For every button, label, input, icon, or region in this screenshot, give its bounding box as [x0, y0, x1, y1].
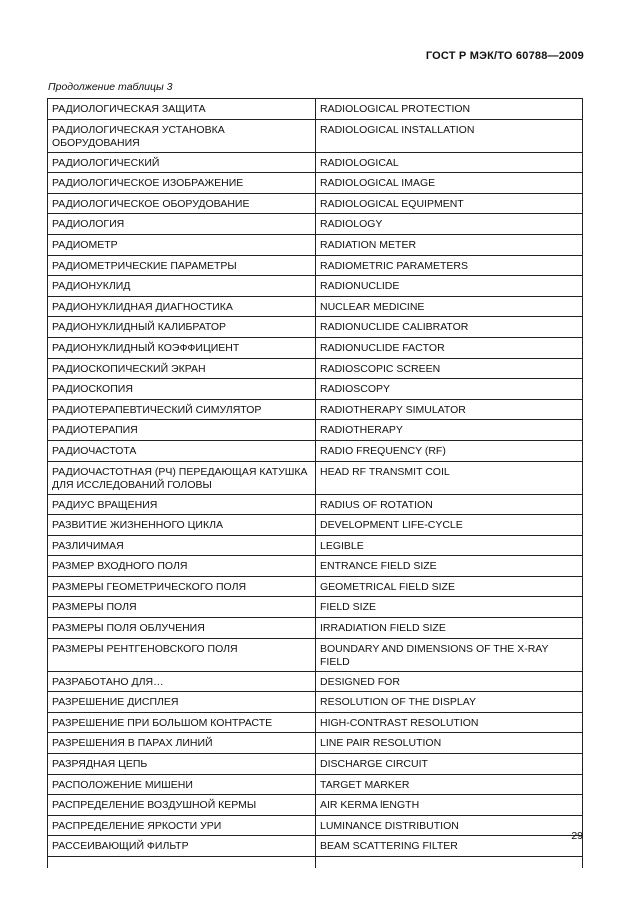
page-number: 29	[571, 830, 583, 842]
term-english: FIELD SIZE	[316, 597, 583, 618]
table-row	[48, 296, 583, 317]
term-russian: РАДИОСКОПИЧЕСКИЙ ЭКРАН	[48, 358, 316, 379]
term-english: RESOLUTION OF THE DISPLAY	[316, 692, 583, 713]
term-english: BEAM SCATTERING FILTER	[316, 836, 583, 857]
term-english: IRRADIATION FIELD SIZE	[316, 618, 583, 639]
term-russian: РАЗМЕРЫ ПОЛЯ ОБЛУЧЕНИЯ	[48, 618, 316, 639]
term-english: RADIUS OF ROTATION	[316, 494, 583, 515]
term-russian: РАДИОНУКЛИД	[48, 276, 316, 297]
term-russian: РАДИОТЕРАПЕВТИЧЕСКИЙ СИМУЛЯТОР	[48, 399, 316, 420]
term-russian: РАДИУС ВРАЩЕНИЯ	[48, 494, 316, 515]
table-row	[48, 576, 583, 597]
table-row	[48, 597, 583, 618]
table-row	[48, 556, 583, 577]
term-english: RADIOLOGICAL PROTECTION	[316, 99, 583, 120]
table-row	[48, 712, 583, 733]
term-english: HIGH-CONTRAST RESOLUTION	[316, 712, 583, 733]
term-english: NUCLEAR MEDICINE	[316, 296, 583, 317]
term-russian: РАДИОМЕТР	[48, 234, 316, 255]
term-russian: РАДИОЛОГИЧЕСКАЯ УСТАНОВКА ОБОРУДОВАНИЯ	[48, 119, 316, 152]
term-english: RADIOSCOPIC SCREEN	[316, 358, 583, 379]
term-english: LINE PAIR RESOLUTION	[316, 733, 583, 754]
table-row	[48, 379, 583, 400]
term-russian: РАДИОЛОГИЧЕСКИЙ	[48, 152, 316, 173]
term-english: GEOMETRICAL FIELD SIZE	[316, 576, 583, 597]
table-continuation-cell	[48, 857, 316, 869]
term-russian: РАЗРЕШЕНИЕ ПРИ БОЛЬШОМ КОНТРАСТЕ	[48, 712, 316, 733]
table-row	[48, 173, 583, 194]
term-russian: РАДИОМЕТРИЧЕСКИЕ ПАРАМЕТРЫ	[48, 255, 316, 276]
terms-table-body	[48, 99, 583, 869]
table-continuation-cell	[316, 857, 583, 869]
term-russian: РАДИОТЕРАПИЯ	[48, 420, 316, 441]
term-english: RADIOTHERAPY	[316, 420, 583, 441]
table-row	[48, 515, 583, 536]
table-row	[48, 440, 583, 461]
table-row	[48, 214, 583, 235]
term-russian: РАЗРЯДНАЯ ЦЕПЬ	[48, 754, 316, 775]
term-russian: РАСПОЛОЖЕНИЕ МИШЕНИ	[48, 774, 316, 795]
table-row	[48, 494, 583, 515]
term-english: RADIONUCLIDE CALIBRATOR	[316, 317, 583, 338]
term-english: DESIGNED FOR	[316, 671, 583, 692]
term-russian: РАЗМЕРЫ ПОЛЯ	[48, 597, 316, 618]
term-russian: РАЗЛИЧИМАЯ	[48, 535, 316, 556]
table-row	[48, 815, 583, 836]
table-row	[48, 733, 583, 754]
table-continuation	[48, 857, 583, 869]
table-row	[48, 152, 583, 173]
term-english: RADIOLOGICAL IMAGE	[316, 173, 583, 194]
table-row	[48, 420, 583, 441]
table-row	[48, 193, 583, 214]
term-russian: РАДИОЧАСТОТНАЯ (РЧ) ПЕРЕДАЮЩАЯ КАТУШКА ДЛЯ ИССЛЕДОВАНИЙ ГОЛОВЫ	[48, 461, 316, 494]
term-russian: РАДИОНУКЛИДНЫЙ КОЭФФИЦИЕНТ	[48, 337, 316, 358]
table-row	[48, 99, 583, 120]
table-row	[48, 754, 583, 775]
term-russian: РАДИОЛОГИЧЕСКОЕ ОБОРУДОВАНИЕ	[48, 193, 316, 214]
table-row	[48, 358, 583, 379]
term-russian: РАЗМЕРЫ ГЕОМЕТРИЧЕСКОГО ПОЛЯ	[48, 576, 316, 597]
term-russian: РАДИОЧАСТОТА	[48, 440, 316, 461]
term-english: HEAD RF TRANSMIT COIL	[316, 461, 583, 494]
term-english: TARGET MARKER	[316, 774, 583, 795]
term-russian: РАДИОЛОГИЯ	[48, 214, 316, 235]
table-row	[48, 461, 583, 494]
table-row	[48, 671, 583, 692]
term-russian: РАДИОСКОПИЯ	[48, 379, 316, 400]
term-russian: РАЗРАБОТАНО ДЛЯ…	[48, 671, 316, 692]
term-english: RADIATION METER	[316, 234, 583, 255]
terms-table	[47, 98, 583, 868]
term-english: ENTRANCE FIELD SIZE	[316, 556, 583, 577]
term-russian: РАДИОЛОГИЧЕСКАЯ ЗАЩИТА	[48, 99, 316, 120]
term-russian: РАДИОНУКЛИДНЫЙ КАЛИБРАТОР	[48, 317, 316, 338]
table-row	[48, 337, 583, 358]
table-row	[48, 276, 583, 297]
term-english: DISCHARGE CIRCUIT	[316, 754, 583, 775]
term-english: DEVELOPMENT LIFE-CYCLE	[316, 515, 583, 536]
term-english: LUMINANCE DISTRIBUTION	[316, 815, 583, 836]
term-russian: РАСПРЕДЕЛЕНИЕ ВОЗДУШНОЙ КЕРМЫ	[48, 795, 316, 816]
term-english: RADIOTHERAPY SIMULATOR	[316, 399, 583, 420]
term-russian: РАЗМЕР ВХОДНОГО ПОЛЯ	[48, 556, 316, 577]
table-row	[48, 317, 583, 338]
term-russian: РАСПРЕДЕЛЕНИЕ ЯРКОСТИ УРИ	[48, 815, 316, 836]
table-caption: Продолжение таблицы 3	[48, 81, 173, 93]
term-english: RADIOLOGY	[316, 214, 583, 235]
term-english: BOUNDARY AND DIMENSIONS OF THE X-RAY FIELD	[316, 638, 583, 671]
table-row	[48, 638, 583, 671]
table-row	[48, 774, 583, 795]
term-english: RADIONUCLIDE FACTOR	[316, 337, 583, 358]
term-english: AIR KERMA lENGTH	[316, 795, 583, 816]
table-row	[48, 836, 583, 857]
table-row	[48, 399, 583, 420]
term-english: RADIONUCLIDE	[316, 276, 583, 297]
table-row	[48, 618, 583, 639]
term-english: RADIOMETRIC PARAMETERS	[316, 255, 583, 276]
term-english: RADIO FREQUENCY (RF)	[316, 440, 583, 461]
table-row	[48, 795, 583, 816]
term-russian: РАЗРЕШЕНИЯ В ПАРАХ ЛИНИЙ	[48, 733, 316, 754]
term-english: RADIOLOGICAL	[316, 152, 583, 173]
table-row	[48, 255, 583, 276]
standard-designation: ГОСТ Р МЭК/ТО 60788—2009	[425, 50, 584, 62]
table-row	[48, 692, 583, 713]
term-english: RADIOLOGICAL EQUIPMENT	[316, 193, 583, 214]
term-english: RADIOSCOPY	[316, 379, 583, 400]
term-russian: РАДИОЛОГИЧЕСКОЕ ИЗОБРАЖЕНИЕ	[48, 173, 316, 194]
term-russian: РАЗРЕШЕНИЕ ДИСПЛЕЯ	[48, 692, 316, 713]
term-english: LEGIBLE	[316, 535, 583, 556]
term-russian: РАЗВИТИЕ ЖИЗНЕННОГО ЦИКЛА	[48, 515, 316, 536]
term-english: RADIOLOGICAL INSTALLATION	[316, 119, 583, 152]
term-russian: РАДИОНУКЛИДНАЯ ДИАГНОСТИКА	[48, 296, 316, 317]
term-russian: РАЗМЕРЫ РЕНТГЕНОВСКОГО ПОЛЯ	[48, 638, 316, 671]
table-row	[48, 119, 583, 152]
term-russian: РАССЕИВАЮЩИЙ ФИЛЬТР	[48, 836, 316, 857]
table-row	[48, 234, 583, 255]
table-row	[48, 535, 583, 556]
